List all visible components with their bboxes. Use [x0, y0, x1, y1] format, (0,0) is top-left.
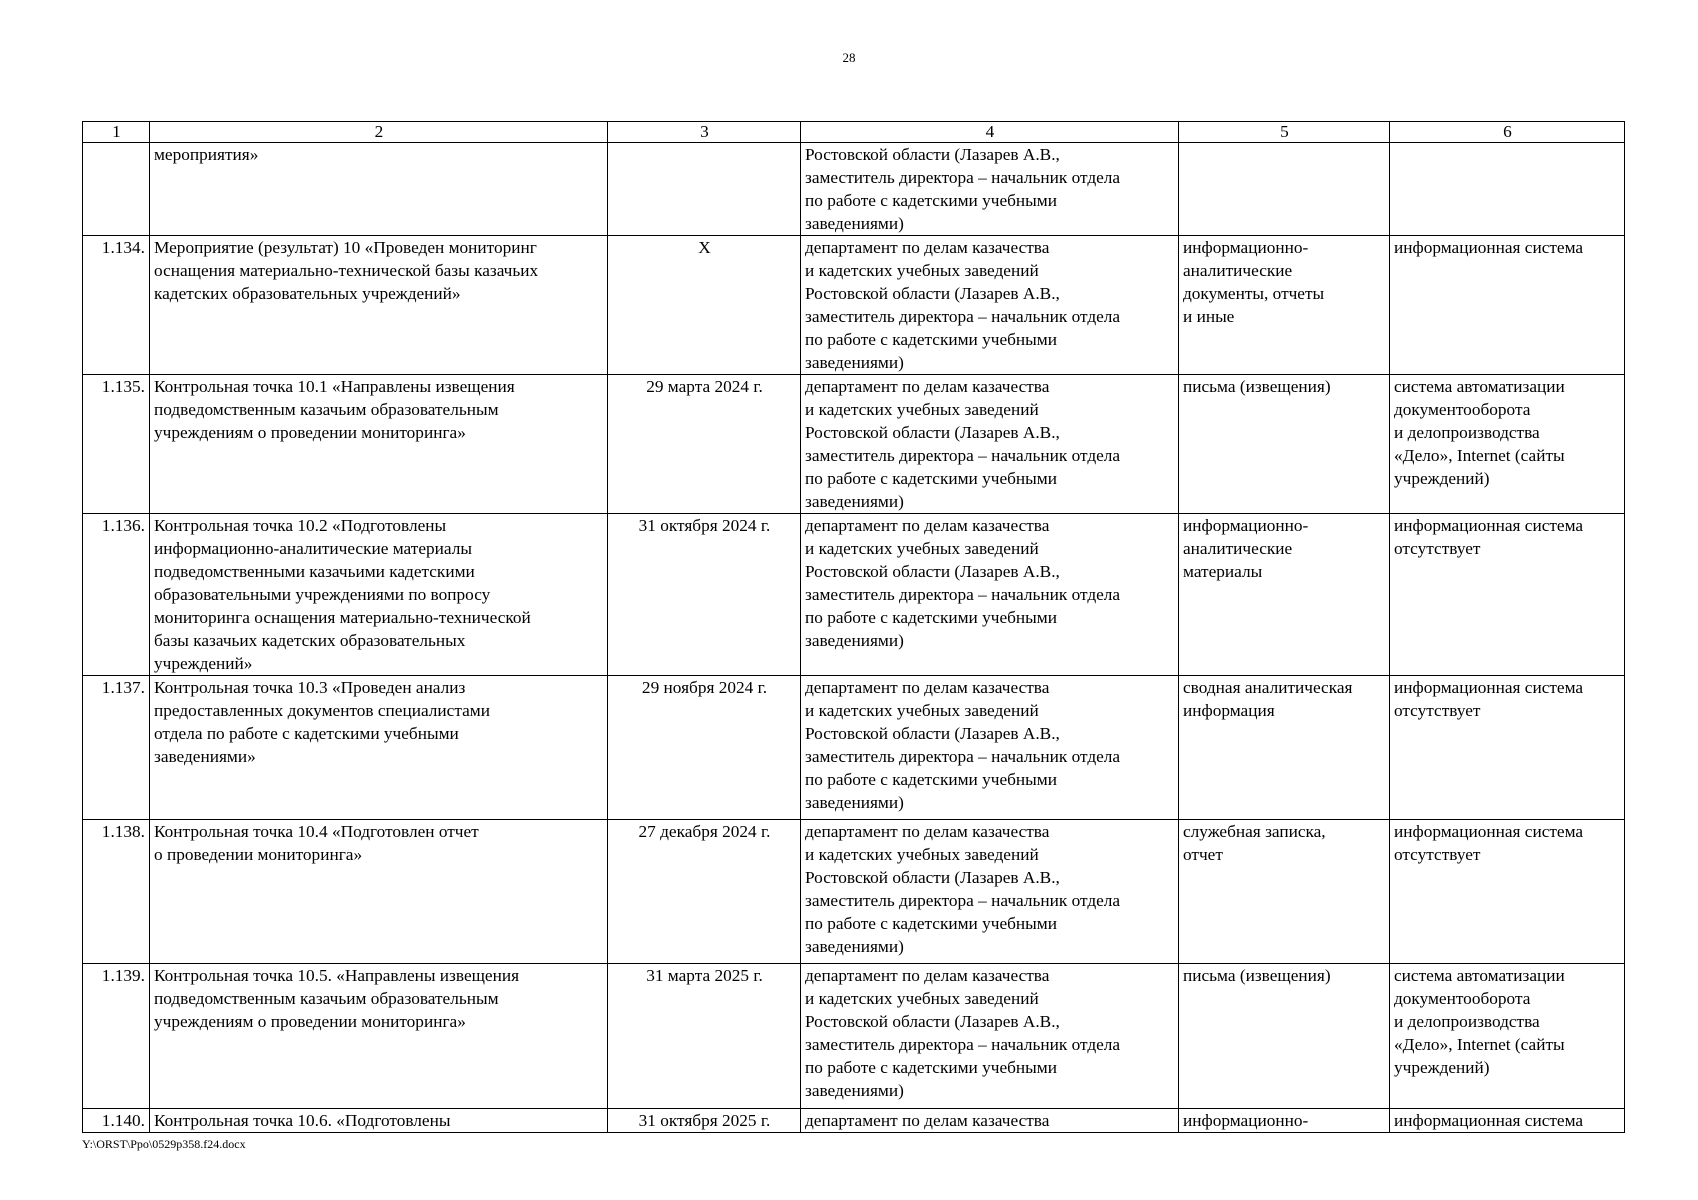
- row-date: 31 октября 2025 г.: [608, 1109, 801, 1133]
- row-name: Контрольная точка 10.6. «Подготовлены: [150, 1109, 608, 1133]
- row-system: информационная система: [1390, 1109, 1625, 1133]
- row-date: Х: [608, 236, 801, 375]
- row-document: служебная записка, отчет: [1179, 820, 1390, 964]
- page-number: 28: [842, 50, 856, 65]
- row-number: 1.134.: [83, 236, 150, 375]
- row-name: Контрольная точка 10.2 «Подготовлены информационно-аналитические материалы подведомственными казачьими кадетскими образовательными учреждениями по вопросу мониторинга оснащения материально-технической базы казачьих кадетских образовательных учреждений»: [150, 514, 608, 676]
- row-responsible: департамент по делам казачества и кадетских учебных заведений Ростовской области (Лазарев А.В., заместитель директора – начальник отдела по работе с кадетскими учебными заведениями): [801, 514, 1179, 676]
- row-date: 27 декабря 2024 г.: [608, 820, 801, 964]
- row-date: 29 ноября 2024 г.: [608, 676, 801, 820]
- row-number: 1.139.: [83, 964, 150, 1109]
- row-responsible: департамент по делам казачества и кадетских учебных заведений Ростовской области (Лазарев А.В., заместитель директора – начальник отдела по работе с кадетскими учебными заведениями): [801, 375, 1179, 514]
- row-system: система автоматизации документооборота и делопроизводства «Дело», Internet (сайты учреждений): [1390, 964, 1625, 1109]
- row-system: информационная система: [1390, 236, 1625, 375]
- table-row: [83, 236, 1625, 375]
- row-name: Контрольная точка 10.1 «Направлены извещения подведомственным казачьим образовательным учреждениям о проведении мониторинга»: [150, 375, 608, 514]
- row-number: 1.140.: [83, 1109, 150, 1133]
- row-name: мероприятия»: [150, 143, 608, 236]
- table-row: [83, 676, 1625, 820]
- row-responsible: департамент по делам казачества: [801, 1109, 1179, 1133]
- row-system: [1390, 143, 1625, 236]
- table-row: [83, 820, 1625, 964]
- row-responsible: Ростовской области (Лазарев А.В., заместитель директора – начальник отдела по работе с кадетскими учебными заведениями): [801, 143, 1179, 236]
- table-row: [83, 964, 1625, 1109]
- row-document: сводная аналитическая информация: [1179, 676, 1390, 820]
- header-cell-4: 4: [801, 122, 1179, 143]
- header-cell-1: 1: [83, 122, 150, 143]
- row-system: информационная система отсутствует: [1390, 514, 1625, 676]
- header-row: [83, 122, 1625, 143]
- row-responsible: департамент по делам казачества и кадетских учебных заведений Ростовской области (Лазарев А.В., заместитель директора – начальник отдела по работе с кадетскими учебными заведениями): [801, 236, 1179, 375]
- header-cell-2: 2: [150, 122, 608, 143]
- table-row: [83, 514, 1625, 676]
- row-document: [1179, 143, 1390, 236]
- table-row: [83, 1109, 1625, 1133]
- row-responsible: департамент по делам казачества и кадетских учебных заведений Ростовской области (Лазарев А.В., заместитель директора – начальник отдела по работе с кадетскими учебными заведениями): [801, 964, 1179, 1109]
- row-system: система автоматизации документооборота и делопроизводства «Дело», Internet (сайты учреждений): [1390, 375, 1625, 514]
- row-document: письма (извещения): [1179, 375, 1390, 514]
- row-responsible: департамент по делам казачества и кадетских учебных заведений Ростовской области (Лазарев А.В., заместитель директора – начальник отдела по работе с кадетскими учебными заведениями): [801, 676, 1179, 820]
- table-row: [83, 143, 1625, 236]
- row-document: информационно- аналитические материалы: [1179, 514, 1390, 676]
- row-number: [83, 143, 150, 236]
- table-row: [83, 375, 1625, 514]
- row-system: информационная система отсутствует: [1390, 820, 1625, 964]
- row-system: информационная система отсутствует: [1390, 676, 1625, 820]
- row-number: 1.136.: [83, 514, 150, 676]
- header-cell-3: 3: [608, 122, 801, 143]
- row-document: письма (извещения): [1179, 964, 1390, 1109]
- row-name: Контрольная точка 10.4 «Подготовлен отчет о проведении мониторинга»: [150, 820, 608, 964]
- row-name: Контрольная точка 10.5. «Направлены извещения подведомственным казачьим образовательным учреждениям о проведении мониторинга»: [150, 964, 608, 1109]
- row-number: 1.137.: [83, 676, 150, 820]
- header-cell-5: 5: [1179, 122, 1390, 143]
- footer-file-path: Y:\ORST\Ppo\0529p358.f24.docx: [82, 1137, 246, 1151]
- row-date: 31 октября 2024 г.: [608, 514, 801, 676]
- row-date: 29 марта 2024 г.: [608, 375, 801, 514]
- row-responsible: департамент по делам казачества и кадетских учебных заведений Ростовской области (Лазарев А.В., заместитель директора – начальник отдела по работе с кадетскими учебными заведениями): [801, 820, 1179, 964]
- header-cell-6: 6: [1390, 122, 1625, 143]
- row-name: Контрольная точка 10.3 «Проведен анализ предоставленных документов специалистами отдела по работе с кадетскими учебными заведениями»: [150, 676, 608, 820]
- row-date: [608, 143, 801, 236]
- row-number: 1.135.: [83, 375, 150, 514]
- row-number: 1.138.: [83, 820, 150, 964]
- row-date: 31 марта 2025 г.: [608, 964, 801, 1109]
- row-name: Мероприятие (результат) 10 «Проведен мониторинг оснащения материально-технической базы казачьих кадетских образовательных учреждений»: [150, 236, 608, 375]
- row-document: информационно-: [1179, 1109, 1390, 1133]
- row-document: информационно- аналитические документы, отчеты и иные: [1179, 236, 1390, 375]
- plan-table: [82, 121, 1625, 1133]
